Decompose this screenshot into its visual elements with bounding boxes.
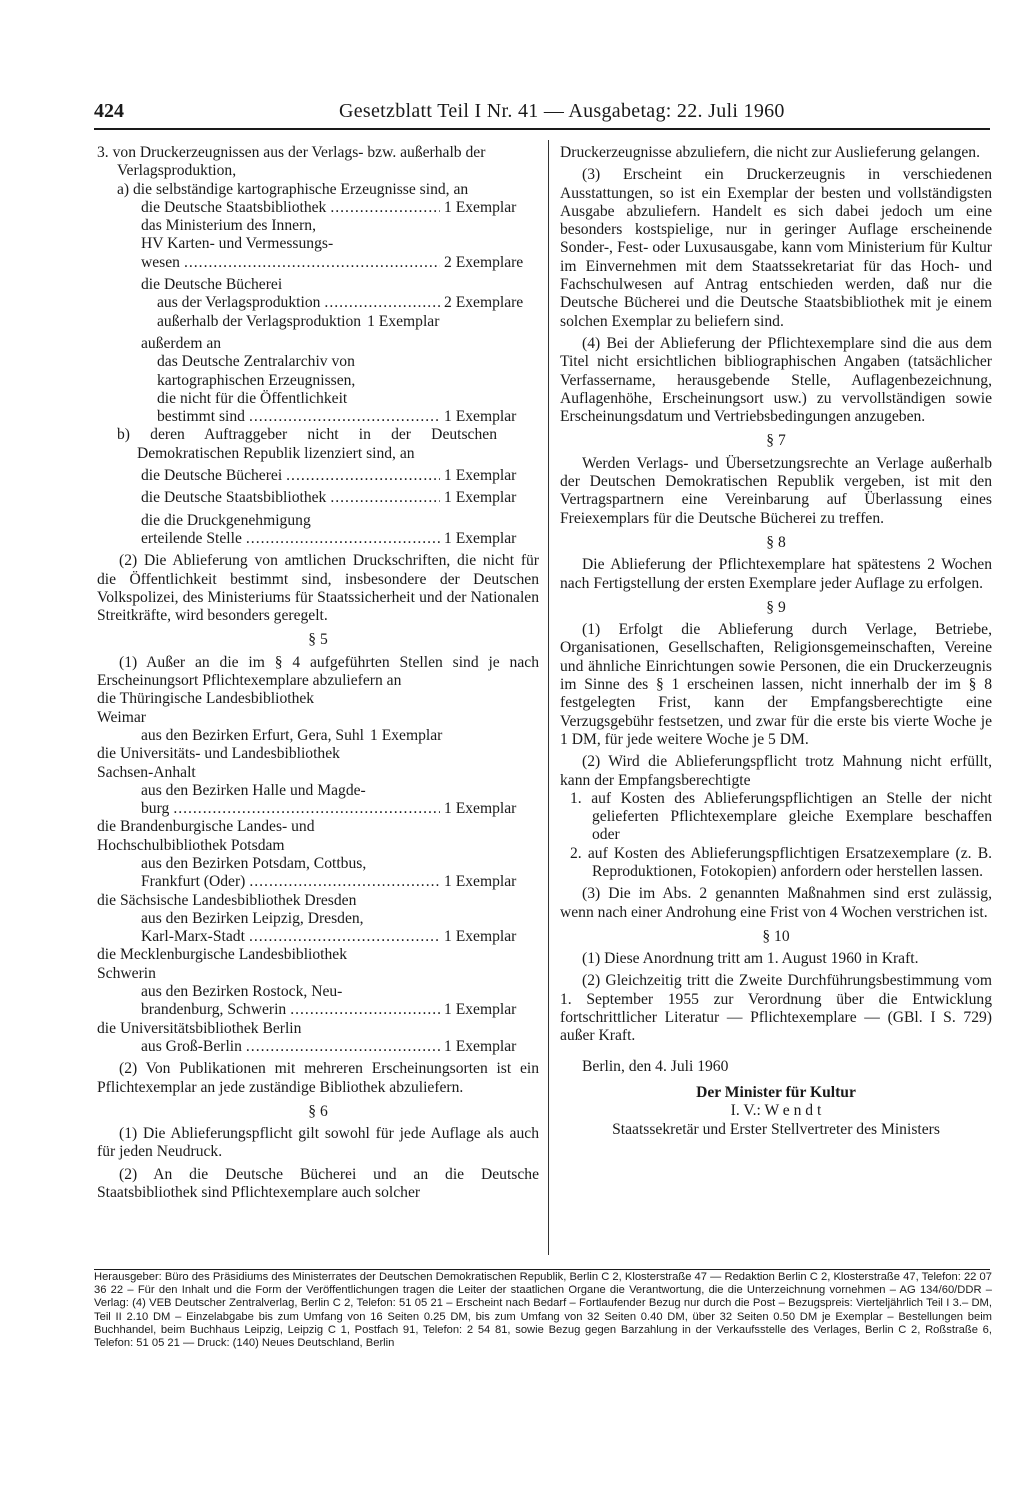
section-7-text: Werden Verlags- und Übersetzungsrechte an Verlage außerhalb der Deutschen Demokratischen Republik vergeben, ist mit den Vertragspartnern eine Vereinbarung auf Überlassung eines Freiexemplars für die Deutsche Bücherei zu treffen. <box>560 454 992 527</box>
entry-line: die nicht für die Öffentlichkeit <box>157 389 348 407</box>
library-line: Hochschulbibliothek Potsdam <box>97 836 285 854</box>
signatory-office: Der Minister für Kultur <box>696 1083 856 1101</box>
entry-label: bestimmt sind <box>157 408 245 426</box>
entry-line: das Deutsche Zentralarchiv von <box>157 353 355 371</box>
entry-label: brandenburg, Schwerin <box>141 1001 287 1019</box>
section-9-item-2: 2. auf Kosten des Ablieferungspflichtigen Ersatzexemplare (z. B. Reproduktionen, Fotokopien) anfordern oder herstellen lassen. <box>570 844 992 880</box>
paragraph-4: (4) Bei der Ablieferung der Pflichtexemplare sind die aus dem Titel nicht ersichtlichen bibliographischen Angaben (tatsächlicher Verfassername, herausgebende Stelle, Auflagenbezeichnung, Auflagenhöhe, Erscheinungsort usw.) zu vervollständigen sowie Erscheinungsdatum und Vertriebsbedingungen anzugeben. <box>560 334 992 426</box>
signatory-name: I. V.: W e n d t <box>730 1102 822 1120</box>
library-line: aus den Bezirken Halle und Magde- <box>141 781 366 799</box>
leader-dots <box>330 489 440 507</box>
library-line: die Thüringische Landesbibliothek <box>97 690 315 708</box>
leader-dots <box>290 1001 440 1019</box>
publisher-imprint: Herausgeber: Büro des Präsidiums des Ministerrates der Deutschen Demokratischen Republik, Berlin C 2, Klosterstraße 47 — Redaktion Berlin C 2, Klosterstraße 47, Telefon: 22 07 36 22 – Für den Inhalt und die Form der Veröffentlichungen tragen die Leiter der staatlichen Organe die Verantwortung, die die Unterzeichnung vornehmen – AG 134/60/DDR – Verlag: (4) VEB Deutscher Zentralverlag, Berlin C 2, Telefon: 51 05 21 – Erscheint nach Bedarf – Fortlaufender Bezug nur durch die Post – Bezugspreis: Vierteljährlich Teil I 3.– DM, Teil II 2.10 DM – Einzelabgabe bis zum Umfang von 16 Seiten 0.25 DM, bis zum Umfang von 32 Seiten 0.40 DM, über 32 Seiten 0.50 DM je Exemplar – Bestellungen beim Buchhandel, beim Buchhaus Leipzig, Leipzig C 1, Postfach 91, Telefon: 2 54 81, sowie Bezug gegen Barzahlung in der Verkaufsstelle des Verlages, Berlin C 2, Roßstraße 6, Telefon: 51 05 21 — Druck: (140) Neues Deutschland, Berlin <box>94 1271 992 1350</box>
entry-a-ausserhalb <box>157 313 539 331</box>
entry-count: 1 Exemplar <box>444 1037 517 1055</box>
leader-dots <box>246 530 440 548</box>
right-column <box>560 144 992 1139</box>
library-line: die Universitäts- und Landesbibliothek <box>97 745 340 763</box>
entry-label: burg <box>141 800 170 818</box>
entry-b-buecherei <box>141 467 539 485</box>
entry-library-dresden <box>141 928 539 946</box>
section-8-heading: § 8 <box>766 533 786 551</box>
entry-library-potsdam <box>141 873 539 891</box>
section-5-para-1: (1) Außer an die im § 4 aufgeführten Stellen sind je nach Erscheinungsort Pflichtexemplare abzuliefern an <box>97 653 539 690</box>
entry-label: die Deutsche Bücherei <box>141 467 283 485</box>
entry-label: Frankfurt (Oder) <box>141 873 246 891</box>
paragraph-2: (2) Die Ablieferung von amtlichen Druckschriften, die nicht für die Öffentlichkeit bestimmt sind, insbesondere der Deutschen Volkspolizei, des Ministeriums für Staatssicherheit und der Nationalen Streitkräfte, wird besonders geregelt. <box>97 552 539 625</box>
entry-label: wesen <box>141 253 180 271</box>
entry-count: 1 Exemplar <box>444 1001 517 1019</box>
paragraph-3: (3) Erscheint ein Druckerzeugnis in verschiedenen Ausstattungen, so ist ein Exemplar der besten und vollständigsten Ausgabe abzuliefern. Handelt es sich dabei jedoch um eine besonders kostspielige, nur in geringer Auflage erscheinende Sonder-, Fest- oder Luxusausgabe, kann vom Ministerium für Kultur im Einvernehmen mit dem Staatssekretariat für das Hoch- und Fachschulwesen auf Antrag entschieden werden, daß nur die Deutsche Bücherei und die Deutsche Staatsbibliothek mit je einem solchen Exemplar zu beliefern sind. <box>560 166 992 330</box>
entry-label: außerhalb der Verlagsproduktion <box>157 312 362 330</box>
item-a-intro: a) die selbständige kartographische Erzeugnisse sind, an <box>117 180 469 198</box>
library-line: die Brandenburgische Landes- und <box>97 818 315 836</box>
entry-a-staatsbibliothek <box>141 199 539 217</box>
library-line: aus den Bezirken Potsdam, Cottbus, <box>141 854 367 872</box>
entry-b-druck <box>141 530 539 548</box>
entry-label: erteilende Stelle <box>141 529 242 547</box>
entry-count: 1 Exemplar <box>444 489 517 507</box>
entry-count: 1 Exemplar <box>444 467 517 485</box>
section-6-para-1: (1) Die Ablieferungspflicht gilt sowohl für jede Auflage als auch für jeden Neudruck. <box>97 1125 539 1161</box>
left-column <box>97 144 539 1202</box>
library-line: Weimar <box>97 708 146 726</box>
entry-count: 1 Exemplar <box>444 408 517 426</box>
signature-date: Berlin, den 4. Juli 1960 <box>582 1057 729 1075</box>
library-line: Sachsen-Anhalt <box>97 763 196 781</box>
leader-dots <box>324 294 440 312</box>
entry-count: 1 Exemplar <box>370 726 443 744</box>
entry-count: 1 Exemplar <box>444 800 517 818</box>
entry-line: HV Karten- und Vermessungs- <box>141 235 334 253</box>
section-5-para-2: (2) Von Publikationen mit mehreren Erscheinungsorten ist ein Pflichtexemplar an jede zuständige Bibliothek abzuliefern. <box>97 1060 539 1096</box>
entry-label: aus der Verlagsproduktion <box>157 294 321 312</box>
running-title: Gesetzblatt Teil I Nr. 41 — Ausgabetag: 22. Juli 1960 <box>339 100 785 122</box>
leader-dots <box>286 467 440 485</box>
section-9-para-1: (1) Erfolgt die Ablieferung durch Verlage, Betriebe, Organisationen, Gesellschaften, Religionsgemeinschaften, Vereine und ähnliche Einrichtungen sowie Personen, die ein Druckerzeugnis im Sinne des § 1 erscheinen lassen, nicht innerhalb der im § 8 festgelegten Frist, kann der Empfangsberechtigte eine Verzugsgebühr festsetzen, und zwar für die erste bis vierte Woche je 1 DM, für jede weitere Woche je 5 DM. <box>560 621 992 748</box>
continuation-text: Druckerzeugnisse abzuliefern, die nicht zur Auslieferung gelangen. <box>560 144 980 161</box>
entry-label: die Deutsche Staatsbibliothek <box>141 489 327 507</box>
entry-library-berlin <box>141 1038 539 1056</box>
library-line: Schwerin <box>97 964 156 982</box>
leader-dots <box>249 873 440 891</box>
leader-dots <box>249 928 440 946</box>
leader-dots <box>173 800 440 818</box>
entry-a-ministerium <box>141 254 539 272</box>
entry-library-weimar <box>141 727 539 745</box>
entry-count: 1 Exemplar <box>444 529 517 547</box>
entry-a-zentralarchiv <box>157 408 539 426</box>
entry-line: das Ministerium des Innern, <box>141 217 316 235</box>
entry-label: aus Groß-Berlin <box>141 1037 242 1055</box>
section-10-para-1: (1) Diese Anordnung tritt am 1. August 1960 in Kraft. <box>582 950 919 968</box>
entry-count: 1 Exemplar <box>444 873 517 891</box>
column-divider <box>548 140 549 1255</box>
entry-count: 1 Exemplar <box>444 198 517 216</box>
library-line: die Mecklenburgische Landesbibliothek <box>97 946 348 964</box>
entry-count: 1 Exemplar <box>367 312 440 330</box>
entry-library-halle <box>141 800 539 818</box>
section-6-para-2: (2) An die Deutsche Bücherei und an die Deutsche Staatsbibliothek sind Pflichtexemplare auch solcher <box>97 1165 539 1202</box>
library-line: aus den Bezirken Leipzig, Dresden, <box>141 909 364 927</box>
leader-dots <box>249 408 440 426</box>
page-number: 424 <box>94 100 124 122</box>
entry-b-staatsbibliothek <box>141 489 539 507</box>
library-line: die Sächsische Landesbibliothek Dresden <box>97 891 357 909</box>
section-9-heading: § 9 <box>766 598 786 616</box>
entry-line: die die Druckgenehmigung <box>141 511 311 529</box>
leader-dots <box>246 1038 440 1056</box>
item-3-intro: 3. von Druckerzeugnissen aus der Verlags- bzw. außerhalb der Verlagsproduktion, <box>97 144 486 180</box>
entry-line: die Deutsche Bücherei <box>141 276 283 294</box>
library-line: die Universitätsbibliothek Berlin <box>97 1019 302 1037</box>
item-b-intro: b) deren Auftraggeber nicht in der Deutschen Demokratischen Republik lizenziert sind, an <box>117 426 497 462</box>
leader-dots <box>184 254 440 272</box>
section-9-para-3: (3) Die im Abs. 2 genannten Maßnahmen sind erst zulässig, wenn nach einer Androhung eine Frist von 4 Wochen verstrichen ist. <box>560 885 992 921</box>
header-rule <box>94 128 990 130</box>
section-5-heading: § 5 <box>308 631 328 649</box>
library-line: aus den Bezirken Rostock, Neu- <box>141 983 343 1001</box>
section-10-para-2: (2) Gleichzeitig tritt die Zweite Durchführungsbestimmung vom 1. September 1955 zur Verordnung über die Entwicklung fortschrittlicher Literatur — Pflichtexemplare — (GBl. I S. 729) außer Kraft. <box>560 972 992 1045</box>
leader-dots <box>330 199 440 217</box>
signatory-title: Staatssekretär und Erster Stellvertreter des Ministers <box>612 1120 940 1138</box>
entry-line: außerdem an <box>141 334 222 352</box>
page-header <box>94 100 994 130</box>
section-10-heading: § 10 <box>762 927 790 945</box>
section-9-para-2: (2) Wird die Ablieferungspflicht trotz Mahnung nicht erfüllt, kann der Empfangsberechtigte <box>560 753 992 789</box>
entry-count: 1 Exemplar <box>444 928 517 946</box>
entry-line: kartographischen Erzeugnissen, <box>157 371 356 389</box>
entry-label: Karl-Marx-Stadt <box>141 928 245 946</box>
entry-label: aus den Bezirken Erfurt, Gera, Suhl <box>141 726 365 744</box>
entry-label: die Deutsche Staatsbibliothek <box>141 198 327 216</box>
entry-library-schwerin <box>141 1001 539 1019</box>
entry-a-verlag <box>157 294 539 312</box>
section-6-heading: § 6 <box>308 1102 328 1120</box>
entry-count: 2 Exemplare <box>444 294 524 312</box>
footer-rule <box>94 1269 990 1270</box>
entry-count: 2 Exemplare <box>444 253 524 271</box>
section-7-heading: § 7 <box>766 432 786 450</box>
section-9-item-1: 1. auf Kosten des Ablieferungspflichtigen an Stelle der nicht gelieferten Pflichtexemplare gleiche Exemplare beschaffen oder <box>570 789 992 844</box>
section-8-text: Die Ablieferung der Pflichtexemplare hat spätestens 2 Wochen nach Fertigstellung der ersten Exemplare jeder Auflage zu erfolgen. <box>560 556 992 592</box>
